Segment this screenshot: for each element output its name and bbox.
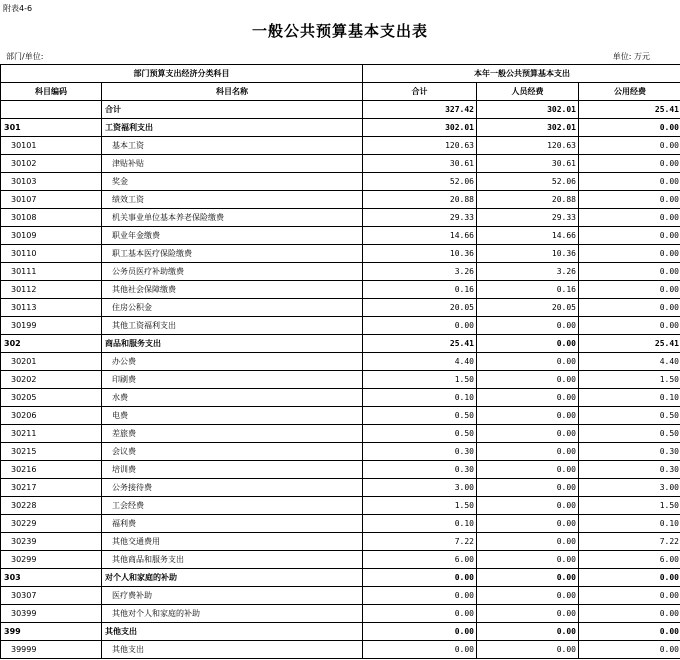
cell-personnel: 302.01	[477, 119, 579, 137]
cell-public: 0.00	[579, 281, 680, 299]
cell-code: 30202	[1, 371, 102, 389]
cell-name: 电费	[102, 407, 363, 425]
cell-name: 职业年金缴费	[102, 227, 363, 245]
cell-total: 0.10	[363, 389, 477, 407]
cell-name: 差旅费	[102, 425, 363, 443]
cell-total: 10.36	[363, 245, 477, 263]
category-row	[1, 119, 680, 137]
cell-public: 4.40	[579, 353, 680, 371]
cell-name: 其他商品和服务支出	[102, 551, 363, 569]
cell-code: 30103	[1, 173, 102, 191]
cell-code: 30102	[1, 155, 102, 173]
cell-name: 其他支出	[102, 641, 363, 659]
cell-public: 0.30	[579, 443, 680, 461]
cell-total: 20.88	[363, 191, 477, 209]
cell-public: 0.00	[579, 317, 680, 335]
cell-public: 0.00	[579, 137, 680, 155]
cell-total: 3.26	[363, 263, 477, 281]
unit-label: 单位: 万元	[612, 52, 650, 61]
total-name: 合计	[102, 101, 363, 119]
cell-total: 1.50	[363, 371, 477, 389]
cell-personnel: 0.00	[477, 533, 579, 551]
total-total: 327.42	[363, 101, 477, 119]
cell-public: 0.00	[579, 155, 680, 173]
cell-code: 30206	[1, 407, 102, 425]
cell-public: 0.00	[579, 245, 680, 263]
appendix-label: 附表4-6	[3, 4, 33, 13]
cell-total: 0.50	[363, 407, 477, 425]
cell-total: 0.30	[363, 443, 477, 461]
cell-total: 25.41	[363, 335, 477, 353]
cell-name: 商品和服务支出	[102, 335, 363, 353]
header-personnel: 人员经费	[477, 83, 579, 101]
table-row	[1, 353, 680, 371]
cell-total: 0.00	[363, 569, 477, 587]
cell-personnel: 0.00	[477, 389, 579, 407]
header-row-columns	[1, 83, 680, 101]
cell-name: 住房公积金	[102, 299, 363, 317]
header-code: 科目编码	[1, 83, 102, 101]
cell-personnel: 20.88	[477, 191, 579, 209]
cell-personnel: 0.00	[477, 461, 579, 479]
header-economic-class: 部门预算支出经济分类科目	[1, 65, 363, 83]
cell-name: 其他支出	[102, 623, 363, 641]
cell-personnel: 0.00	[477, 317, 579, 335]
cell-personnel: 0.00	[477, 407, 579, 425]
cell-name: 对个人和家庭的补助	[102, 569, 363, 587]
cell-total: 0.00	[363, 641, 477, 659]
cell-personnel: 0.00	[477, 425, 579, 443]
table-row	[1, 479, 680, 497]
cell-name: 其他交通费用	[102, 533, 363, 551]
cell-public: 7.22	[579, 533, 680, 551]
table-row	[1, 137, 680, 155]
cell-public: 0.10	[579, 389, 680, 407]
header-name: 科目名称	[102, 83, 363, 101]
cell-public: 0.00	[579, 641, 680, 659]
cell-code: 30215	[1, 443, 102, 461]
cell-name: 基本工资	[102, 137, 363, 155]
cell-name: 工会经费	[102, 497, 363, 515]
cell-name: 会议费	[102, 443, 363, 461]
cell-code: 30110	[1, 245, 102, 263]
cell-total: 120.63	[363, 137, 477, 155]
cell-personnel: 20.05	[477, 299, 579, 317]
cell-name: 水费	[102, 389, 363, 407]
cell-total: 0.00	[363, 587, 477, 605]
cell-total: 1.50	[363, 497, 477, 515]
cell-code: 30101	[1, 137, 102, 155]
cell-public: 0.00	[579, 299, 680, 317]
cell-code: 30216	[1, 461, 102, 479]
cell-total: 52.06	[363, 173, 477, 191]
cell-total: 6.00	[363, 551, 477, 569]
cell-personnel: 29.33	[477, 209, 579, 227]
cell-name: 其他社会保障缴费	[102, 281, 363, 299]
cell-total: 0.00	[363, 605, 477, 623]
cell-code: 302	[1, 335, 102, 353]
cell-total: 4.40	[363, 353, 477, 371]
cell-personnel: 0.00	[477, 623, 579, 641]
cell-name: 奖金	[102, 173, 363, 191]
cell-public: 0.50	[579, 425, 680, 443]
cell-total: 29.33	[363, 209, 477, 227]
cell-public: 0.00	[579, 263, 680, 281]
cell-personnel: 0.00	[477, 497, 579, 515]
cell-public: 0.00	[579, 587, 680, 605]
cell-personnel: 30.61	[477, 155, 579, 173]
cell-code: 303	[1, 569, 102, 587]
cell-code: 30217	[1, 479, 102, 497]
total-code	[1, 101, 102, 119]
cell-code: 30107	[1, 191, 102, 209]
cell-total: 3.00	[363, 479, 477, 497]
table-row	[1, 497, 680, 515]
cell-public: 6.00	[579, 551, 680, 569]
table-row	[1, 209, 680, 227]
table-row	[1, 389, 680, 407]
cell-name: 办公费	[102, 353, 363, 371]
cell-public: 0.00	[579, 623, 680, 641]
cell-personnel: 10.36	[477, 245, 579, 263]
cell-total: 302.01	[363, 119, 477, 137]
cell-name: 培训费	[102, 461, 363, 479]
cell-code: 30307	[1, 587, 102, 605]
cell-personnel: 0.16	[477, 281, 579, 299]
cell-public: 0.00	[579, 227, 680, 245]
cell-code: 30239	[1, 533, 102, 551]
cell-code: 30108	[1, 209, 102, 227]
cell-total: 0.50	[363, 425, 477, 443]
cell-public: 0.00	[579, 119, 680, 137]
table-row	[1, 173, 680, 191]
cell-personnel: 0.00	[477, 587, 579, 605]
header-public: 公用经费	[579, 83, 680, 101]
table-row	[1, 551, 680, 569]
cell-name: 职工基本医疗保险缴费	[102, 245, 363, 263]
cell-personnel: 0.00	[477, 605, 579, 623]
cell-code: 30111	[1, 263, 102, 281]
cell-name: 公务接待费	[102, 479, 363, 497]
cell-personnel: 0.00	[477, 551, 579, 569]
cell-code: 30229	[1, 515, 102, 533]
cell-code: 30211	[1, 425, 102, 443]
cell-name: 绩效工资	[102, 191, 363, 209]
cell-public: 0.00	[579, 173, 680, 191]
table-row	[1, 227, 680, 245]
cell-code: 30399	[1, 605, 102, 623]
cell-name: 印刷费	[102, 371, 363, 389]
cell-name: 医疗费补助	[102, 587, 363, 605]
table-row	[1, 515, 680, 533]
cell-code: 30299	[1, 551, 102, 569]
cell-public: 0.10	[579, 515, 680, 533]
department-label: 部门/单位:	[6, 52, 44, 61]
table-row	[1, 299, 680, 317]
header-current-year: 本年一般公共预算基本支出	[363, 65, 680, 83]
cell-total: 20.05	[363, 299, 477, 317]
cell-total: 0.00	[363, 623, 477, 641]
cell-personnel: 14.66	[477, 227, 579, 245]
table-row	[1, 191, 680, 209]
cell-public: 0.00	[579, 569, 680, 587]
cell-code: 30109	[1, 227, 102, 245]
cell-name: 福利费	[102, 515, 363, 533]
cell-personnel: 120.63	[477, 137, 579, 155]
cell-public: 1.50	[579, 497, 680, 515]
table-row	[1, 533, 680, 551]
cell-public: 0.00	[579, 605, 680, 623]
cell-public: 25.41	[579, 335, 680, 353]
table-row	[1, 443, 680, 461]
category-row	[1, 623, 680, 641]
cell-personnel: 0.00	[477, 335, 579, 353]
cell-name: 其他对个人和家庭的补助	[102, 605, 363, 623]
table-row	[1, 155, 680, 173]
cell-personnel: 0.00	[477, 641, 579, 659]
table-row	[1, 371, 680, 389]
category-row	[1, 335, 680, 353]
table-row	[1, 605, 680, 623]
cell-code: 399	[1, 623, 102, 641]
budget-table	[0, 64, 680, 659]
cell-total: 0.00	[363, 317, 477, 335]
category-row	[1, 569, 680, 587]
cell-public: 0.00	[579, 209, 680, 227]
cell-name: 工资福利支出	[102, 119, 363, 137]
cell-code: 39999	[1, 641, 102, 659]
cell-code: 301	[1, 119, 102, 137]
cell-name: 其他工资福利支出	[102, 317, 363, 335]
cell-total: 0.10	[363, 515, 477, 533]
cell-code: 30201	[1, 353, 102, 371]
cell-personnel: 0.00	[477, 515, 579, 533]
cell-personnel: 3.26	[477, 263, 579, 281]
cell-total: 7.22	[363, 533, 477, 551]
cell-personnel: 52.06	[477, 173, 579, 191]
cell-public: 1.50	[579, 371, 680, 389]
total-public: 25.41	[579, 101, 680, 119]
cell-public: 0.30	[579, 461, 680, 479]
total-row	[1, 101, 680, 119]
cell-code: 30205	[1, 389, 102, 407]
cell-code: 30228	[1, 497, 102, 515]
table-row	[1, 641, 680, 659]
cell-personnel: 0.00	[477, 353, 579, 371]
cell-public: 0.50	[579, 407, 680, 425]
cell-personnel: 0.00	[477, 569, 579, 587]
cell-code: 30112	[1, 281, 102, 299]
cell-name: 津贴补贴	[102, 155, 363, 173]
table-row	[1, 425, 680, 443]
cell-personnel: 0.00	[477, 443, 579, 461]
cell-personnel: 0.00	[477, 479, 579, 497]
cell-name: 公务员医疗补助缴费	[102, 263, 363, 281]
table-row	[1, 461, 680, 479]
page-title: 一般公共预算基本支出表	[251, 22, 428, 40]
cell-public: 0.00	[579, 191, 680, 209]
header-row-group	[1, 65, 680, 83]
table-row	[1, 587, 680, 605]
table-row	[1, 281, 680, 299]
table-row	[1, 317, 680, 335]
cell-total: 0.30	[363, 461, 477, 479]
cell-code: 30199	[1, 317, 102, 335]
cell-total: 14.66	[363, 227, 477, 245]
table-row	[1, 245, 680, 263]
table-row	[1, 263, 680, 281]
header-total: 合计	[363, 83, 477, 101]
cell-personnel: 0.00	[477, 371, 579, 389]
table-row	[1, 407, 680, 425]
total-personnel: 302.01	[477, 101, 579, 119]
cell-code: 30113	[1, 299, 102, 317]
cell-total: 30.61	[363, 155, 477, 173]
cell-public: 3.00	[579, 479, 680, 497]
cell-total: 0.16	[363, 281, 477, 299]
cell-name: 机关事业单位基本养老保险缴费	[102, 209, 363, 227]
